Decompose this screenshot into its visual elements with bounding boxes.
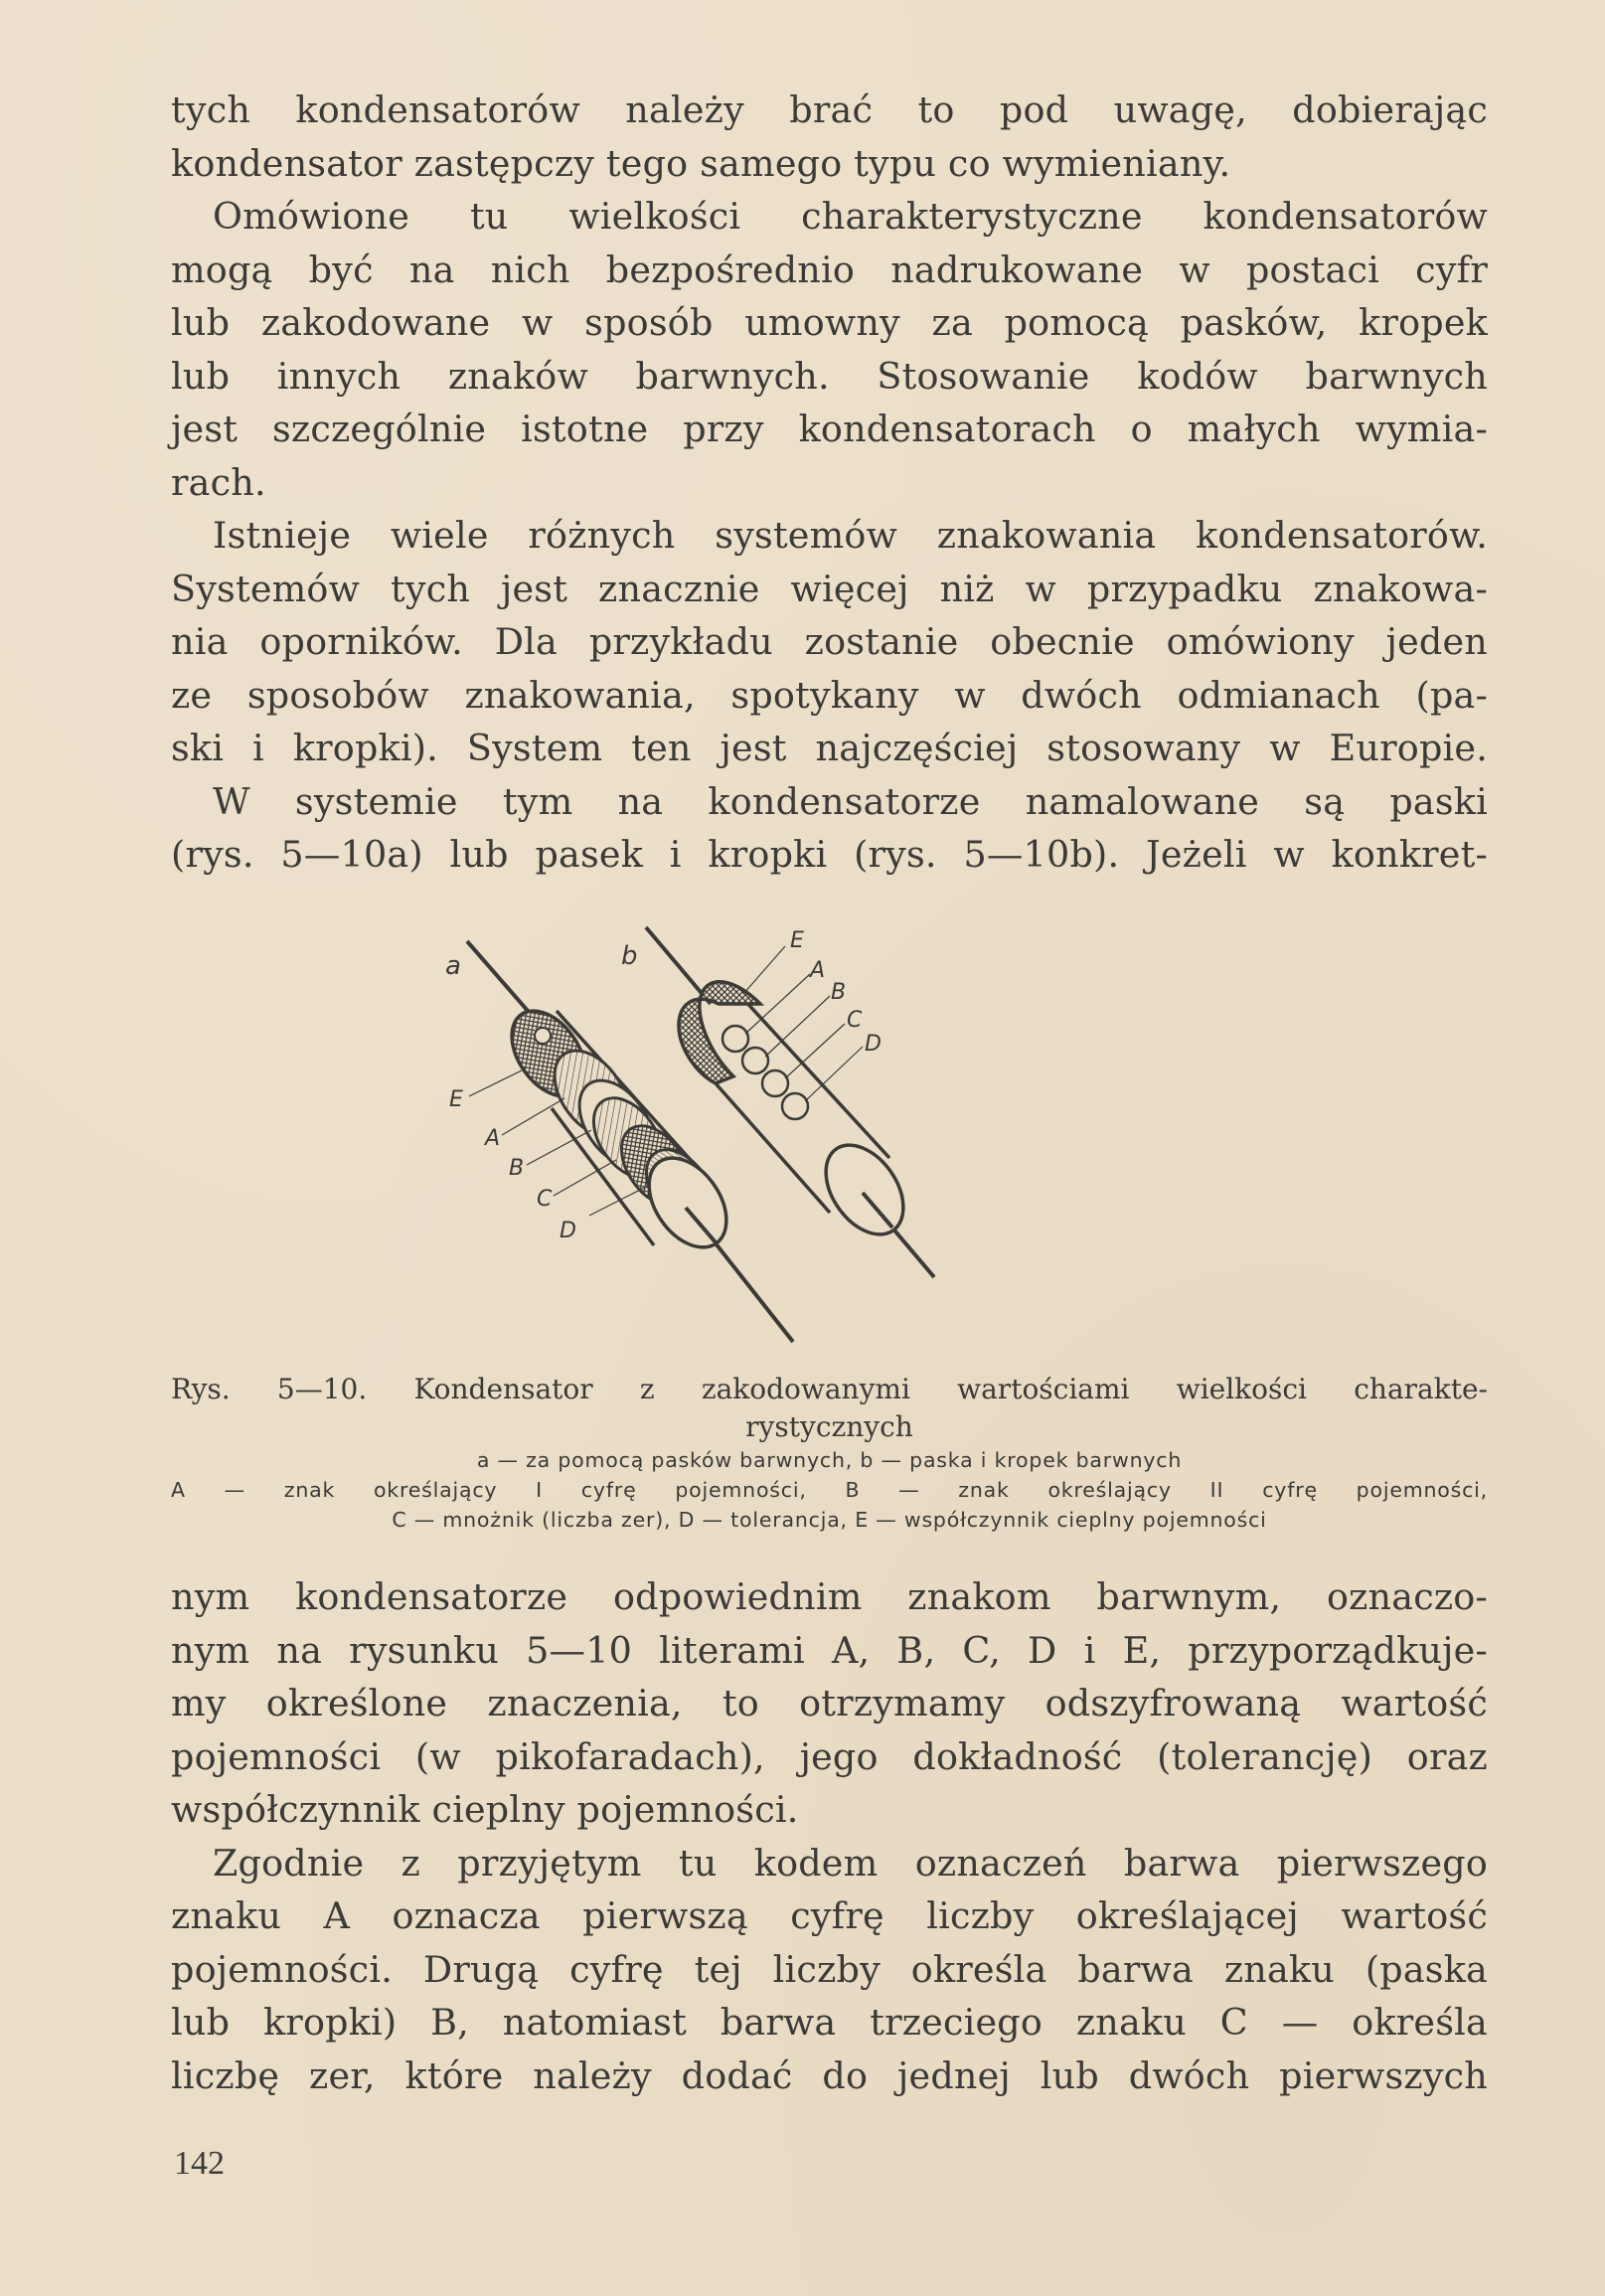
capacitor-figure xyxy=(417,900,1133,1357)
paragraph-start: Istnieje wiele różnych systemów znakowania kondensatorów. xyxy=(213,514,1488,557)
svg-text:D: D xyxy=(560,1219,576,1243)
svg-text:A: A xyxy=(485,1126,501,1151)
text-line: współczynnik cieplny pojemności. xyxy=(171,1788,799,1831)
svg-text:A: A xyxy=(810,958,826,983)
caption-legend-AB: A — znak określający I cyfrę pojemności, B — znak określający II cyfrę pojemności, xyxy=(171,1478,1488,1502)
svg-text:C: C xyxy=(537,1187,553,1212)
text-line: rach. xyxy=(171,460,266,504)
text-line: ze sposobów znakowania, spotykany w dwóch odmianach (pa- xyxy=(171,673,1488,717)
label-b: b xyxy=(621,941,638,971)
text-line: mogą być na nich bezpośrednio nadrukowane w postaci cyfr xyxy=(171,247,1488,291)
text-line: nia oporników. Dla przykładu zostanie obecnie omówiony jeden xyxy=(171,620,1488,663)
svg-text:B: B xyxy=(831,980,847,1005)
text-line: kondensator zastępczy tego samego typu co wymieniany. xyxy=(171,141,1231,185)
text-line: nym kondensatorze odpowiednim znakom barwnym, oznaczo- xyxy=(171,1575,1488,1618)
svg-text:C: C xyxy=(847,1008,863,1033)
text-line: lub kropki) B, natomiast barwa trzeciego znaku C — określa xyxy=(171,2001,1488,2044)
svg-text:B: B xyxy=(509,1156,525,1181)
paragraph-start: W systemie tym na kondensatorze namalowane są paski xyxy=(213,779,1488,823)
body-text-bottom xyxy=(171,1570,1488,2102)
text-line: pojemności. Drugą cyfrę tej liczby określa barwa znaku (paska xyxy=(171,1947,1488,1991)
body-text-top xyxy=(171,83,1488,882)
text-line: jest szczególnie istotne przy kondensatorach o małych wymia- xyxy=(171,408,1488,450)
caption-legend-CDE: C — mnożnik (liczba zer), D — tolerancja, E — współczynnik cieplny pojemności xyxy=(392,1508,1267,1532)
figure-caption xyxy=(171,1370,1488,1535)
paragraph-start: Zgodnie z przyjętym tu kodem oznaczeń barwa pierwszego xyxy=(213,1841,1488,1885)
caption-title-cont: rystycznych xyxy=(745,1410,913,1443)
text-line: liczbę zer, które należy dodać do jednej lub dwóch pierwszych xyxy=(171,2053,1488,2097)
text-line: lub zakodowane w sposób umowny za pomocą pasków, kropek xyxy=(171,301,1488,344)
text-line: Systemów tych jest znacznie więcej niż w przypadku znakowa- xyxy=(171,567,1488,610)
paragraph-start: Omówione tu wielkości charakterystyczne kondensatorów xyxy=(213,195,1488,238)
svg-text:E: E xyxy=(449,1087,463,1112)
text-line: tych kondensatorów należy brać to pod uwagę, dobierając xyxy=(171,88,1488,131)
text-line: nym na rysunku 5—10 literami A, B, C, D i E, przyporządkuje- xyxy=(171,1628,1488,1672)
text-line: pojemności (w pikofaradach), jego dokładność (tolerancję) oraz xyxy=(171,1734,1488,1778)
text-line: my określone znaczenia, to otrzymamy odszyfrowaną wartość xyxy=(171,1682,1488,1724)
text-line: ski i kropki). System ten jest najczęściej stosowany w Europie. xyxy=(171,727,1488,769)
text-line: lub innych znaków barwnych. Stosowanie kodów barwnych xyxy=(171,354,1488,398)
svg-text:E: E xyxy=(790,928,804,953)
svg-text:D: D xyxy=(865,1032,882,1057)
text-line: znaku A oznacza pierwszą cyfrę liczby określającej wartość xyxy=(171,1894,1488,1937)
caption-title: Rys. 5—10. Kondensator z zakodowanymi wartościami wielkości charakte- xyxy=(171,1373,1488,1405)
page-number: 142 xyxy=(174,2145,225,2182)
text-line: (rys. 5—10a) lub pasek i kropki (rys. 5—10b). Jeżeli w konkret- xyxy=(171,833,1488,876)
label-a: a xyxy=(445,951,461,981)
caption-legend-ab: a — za pomocą pasków barwnych, b — paska i kropek barwnych xyxy=(476,1448,1183,1472)
